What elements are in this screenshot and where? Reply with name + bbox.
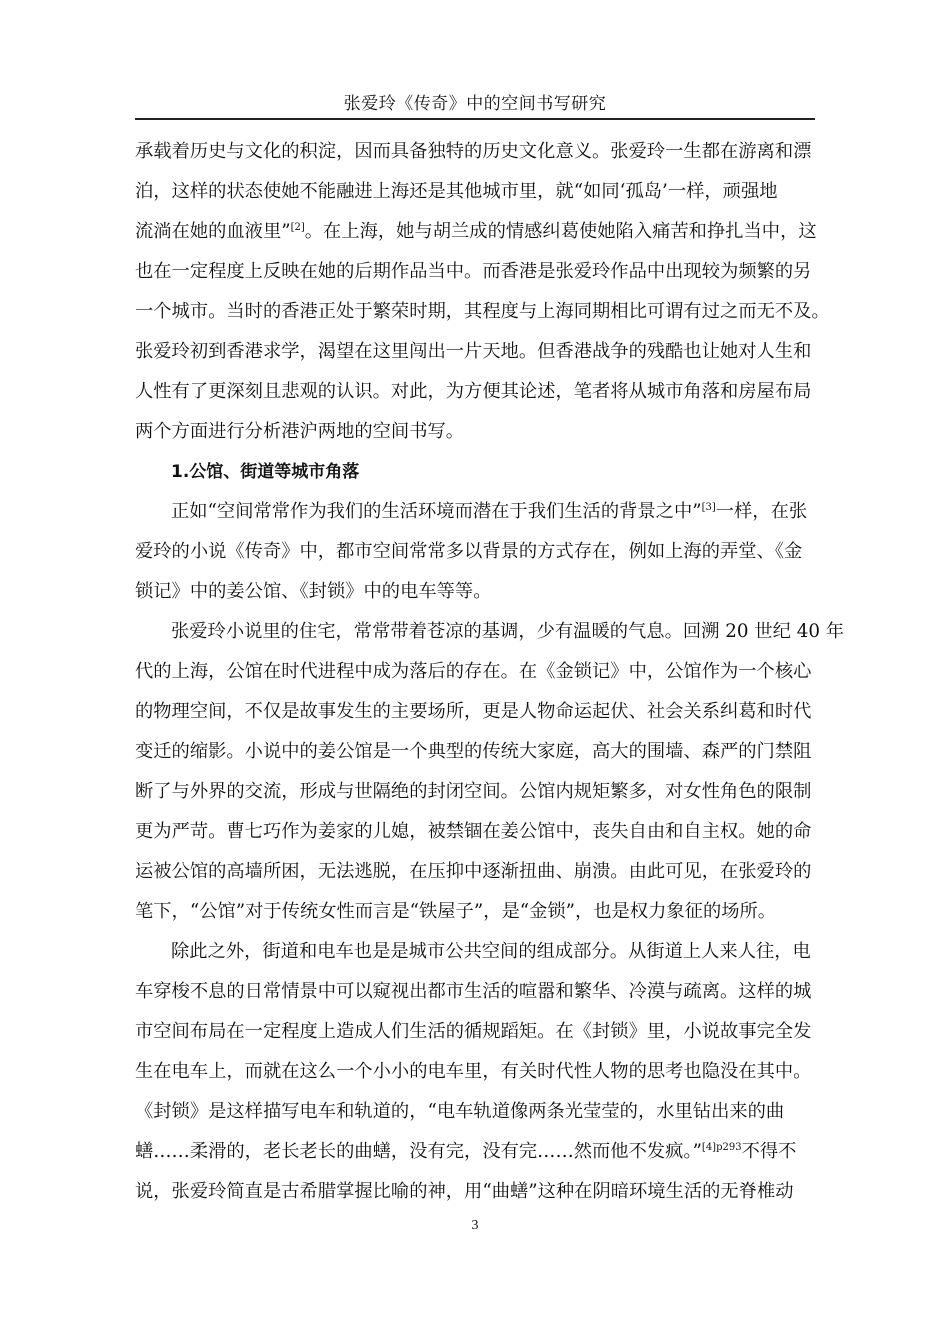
running-header: 张爱玲《传奇》中的空间书写研究 (343, 94, 607, 114)
text-line (135, 1132, 825, 1172)
text-line (135, 892, 825, 932)
page-number: 3 (471, 1218, 479, 1233)
text-line (135, 172, 825, 212)
text-line (135, 372, 825, 412)
line-text: 笔下，“公馆”对于传统女性而言是“铁屋子”，是“金锁”，也是权力象征的场所。 (135, 901, 777, 922)
text-line (135, 252, 825, 292)
line-text: 运被公馆的高墙所困，无法逃脱，在压抑中逐渐扭曲、崩溃。由此可见，在张爱玲的 (135, 861, 812, 882)
line-text: 生在电车上，而就在这么一个小小的电车里，有关时代性人物的思考也隐没在其中。 (135, 1061, 812, 1082)
line-text: 除此之外，街道和电车也是是城市公共空间的组成部分。从街道上人来人往，电 (171, 941, 811, 962)
line-text: 张爱玲小说里的住宅，常常带着苍凉的基调，少有温暖的气息。回溯 20 世纪 40 年 (171, 621, 845, 642)
line-text: 说，张爱玲简直是古希腊掌握比喻的神，用“曲蟮”这种在阴暗环境生活的无脊椎动 (135, 1181, 794, 1202)
line-text: 市空间布局在一定程度上造成人们生活的循规蹈矩。在《封锁》里，小说故事完全发 (135, 1021, 812, 1042)
text-line (135, 932, 825, 972)
line-text: 锁记》中的姜公馆、《封锁》中的电车等等。 (135, 581, 492, 602)
line-text: 一个城市。当时的香港正处于繁荣时期，其程度与上海同期相比可谓有过之而无不及。 (135, 301, 830, 322)
line-text: 也在一定程度上反映在她的后期作品当中。而香港是张爱玲作品中出现较为频繁的另 (135, 261, 812, 282)
line-text: 正如“空间常常作为我们的生活环境而潜在于我们生活的背景之中” (171, 501, 702, 522)
line-text: 。在上海，她与胡兰成的情感纠葛使她陷入痛苦和挣扎当中，这 (304, 221, 817, 242)
line-text: 两个方面进行分析港沪两地的空间书写。 (135, 421, 465, 442)
text-line (135, 1172, 825, 1212)
line-text: 一样，在张 (715, 501, 808, 522)
text-line (135, 132, 825, 172)
body-text (135, 132, 845, 1212)
text-line (135, 812, 825, 852)
text-line (135, 652, 825, 692)
text-line (135, 332, 825, 372)
text-line (135, 212, 825, 252)
text-line (135, 1012, 825, 1052)
text-line (135, 412, 825, 452)
citation-marker: [4]p293 (701, 1142, 742, 1153)
text-line (135, 572, 825, 612)
line-text: 变迁的缩影。小说中的姜公馆是一个典型的传统大家庭，高大的围墙、森严的门禁阻 (135, 741, 812, 762)
line-text: 承载着历史与文化的积淀，因而具备独特的历史文化意义。张爱玲一生都在游离和漂 (135, 141, 812, 162)
line-text: 更为严苛。曹七巧作为姜家的儿媳，被禁锢在姜公馆中，丧失自由和自主权。她的命 (135, 821, 812, 842)
line-text: 不得不 (741, 1141, 797, 1162)
text-line (135, 972, 825, 1012)
line-text: 车穿梭不息的日常情景中可以窥视出都市生活的喧嚣和繁华、冷漠与疏离。这样的城 (135, 981, 812, 1002)
citation-marker: [3] (701, 502, 716, 513)
text-line (135, 532, 825, 572)
section-heading (135, 452, 825, 492)
header-rule (135, 118, 815, 120)
line-text: 蟮……柔滑的，老长老长的曲蟮，没有完，没有完……然而他不发疯。” (135, 1141, 702, 1162)
text-line (135, 612, 845, 652)
line-text: 泊，这样的状态使她不能融进上海还是其他城市里，就“如同‘孤岛’一样，顽强地 (135, 181, 778, 202)
line-text: 张爱玲初到香港求学，渴望在这里闯出一片天地。但香港战争的残酷也让她对人生和 (135, 341, 812, 362)
line-text: 《封锁》是这样描写电车和轨道的，“电车轨道像两条光莹莹的，水里钻出来的曲 (135, 1101, 785, 1122)
line-text: 1.公馆、街道等城市角落 (171, 462, 360, 482)
text-line (135, 732, 825, 772)
text-line (135, 492, 825, 532)
text-line (135, 1052, 825, 1092)
text-line (135, 1092, 825, 1132)
line-text: 断了与外界的交流，形成与世隔绝的封闭空间。公馆内规矩繁多，对女性角色的限制 (135, 781, 812, 802)
line-text: 流淌在她的血液里” (135, 221, 291, 242)
line-text: 人性有了更深刻且悲观的认识。对此，为方便其论述，笔者将从城市角落和房屋布局 (135, 381, 812, 402)
line-text: 爱玲的小说《传奇》中，都市空间常常多以背景的方式存在，例如上海的弄堂、《金 (135, 541, 803, 562)
text-line (135, 852, 825, 892)
citation-marker: [2] (290, 222, 305, 233)
line-text: 的物理空间，不仅是故事发生的主要场所，更是人物命运起伏、社会关系纠葛和时代 (135, 701, 812, 722)
text-line (135, 692, 825, 732)
line-text: 代的上海，公馆在时代进程中成为落后的存在。在《金锁记》中，公馆作为一个核心 (135, 661, 812, 682)
text-line (135, 292, 830, 332)
text-line (135, 772, 825, 812)
